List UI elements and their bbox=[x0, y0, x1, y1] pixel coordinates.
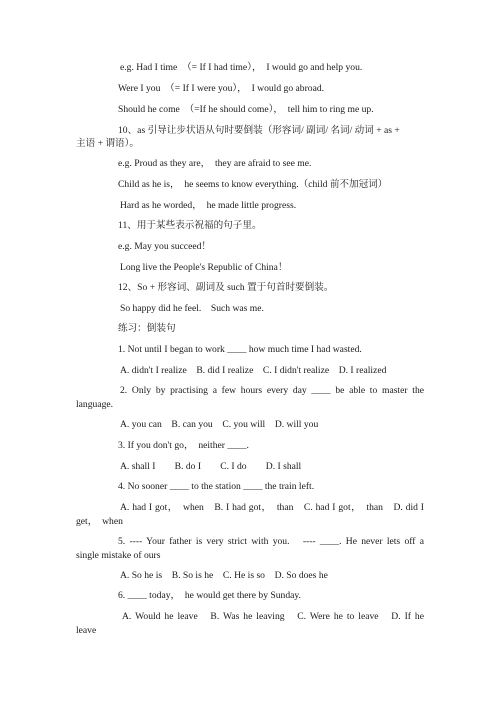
text-line: e.g. Proud as they are， they are afraid to see me. bbox=[118, 158, 312, 169]
text-line: Child as he is， he seems to know everything.（child 前不加冠词） bbox=[118, 179, 388, 190]
options-4: A. had I got， when B. I had got， than C. had I got， than D. did I bbox=[120, 502, 424, 513]
options-3: A. shall I B. do I C. I do D. I shall bbox=[120, 461, 302, 472]
text-line: e.g. Had I time （= If I had time）， I would go and help you. bbox=[120, 62, 363, 73]
text-line: Long live the People's Republic of China！ bbox=[120, 262, 288, 273]
options-2: A. you can B. can you C. you will D. will you bbox=[120, 419, 319, 430]
question-6: 6. ____ today， he would get there by Sunday. bbox=[118, 590, 301, 601]
question-3: 3. If you don't go， neither ____. bbox=[118, 440, 249, 451]
question-1: 1. Not until I began to work ____ how much time I had wasted. bbox=[118, 344, 362, 355]
options-1: A. didn't I realize B. did I realize C. I didn't realize D. I realized bbox=[120, 365, 387, 376]
question-2: 2. Only by practising a few hours every day ____ be able to master the bbox=[120, 385, 424, 396]
text-line: Should he come （=If he should come）， tell him to ring me up. bbox=[118, 104, 374, 115]
text-line: 12、So + 形容词、副词及 such 置于句首时要倒装。 bbox=[118, 282, 334, 293]
question-4: 4. No sooner ____ to the station ____ the train left. bbox=[118, 481, 315, 492]
options-6-cont: leave bbox=[76, 625, 97, 636]
question-5-cont: single mistake of ours bbox=[76, 550, 161, 561]
section-heading: 练习：倒装句 bbox=[118, 323, 176, 334]
options-5: A. So he is B. So is he C. He is so D. So does he bbox=[120, 570, 328, 581]
text-line: 主语 + 谓语）。 bbox=[76, 138, 139, 149]
text-line: Hard as he worded， he made little progress. bbox=[120, 200, 297, 211]
text-line: Were I you （= If I were you）， I would go abroad. bbox=[118, 83, 325, 94]
question-2-cont: language. bbox=[76, 399, 114, 410]
text-line: So happy did he feel. Such was me. bbox=[120, 303, 264, 314]
text-line: 10、as 引导让步状语从句时要倒装（形容词/ 副词/ 名词/ 动词 + as + bbox=[118, 125, 400, 136]
options-4-cont: get， when bbox=[76, 516, 123, 527]
question-5: 5. ---- Your father is very strict with you. ---- ____. He never lets off a bbox=[118, 536, 424, 547]
text-line: 11、用于某些表示祝福的句子里。 bbox=[118, 220, 262, 231]
options-6: A. Would he leave B. Was he leaving C. Were he to leave D. If he bbox=[122, 611, 424, 622]
text-line: e.g. May you succeed！ bbox=[118, 241, 211, 252]
